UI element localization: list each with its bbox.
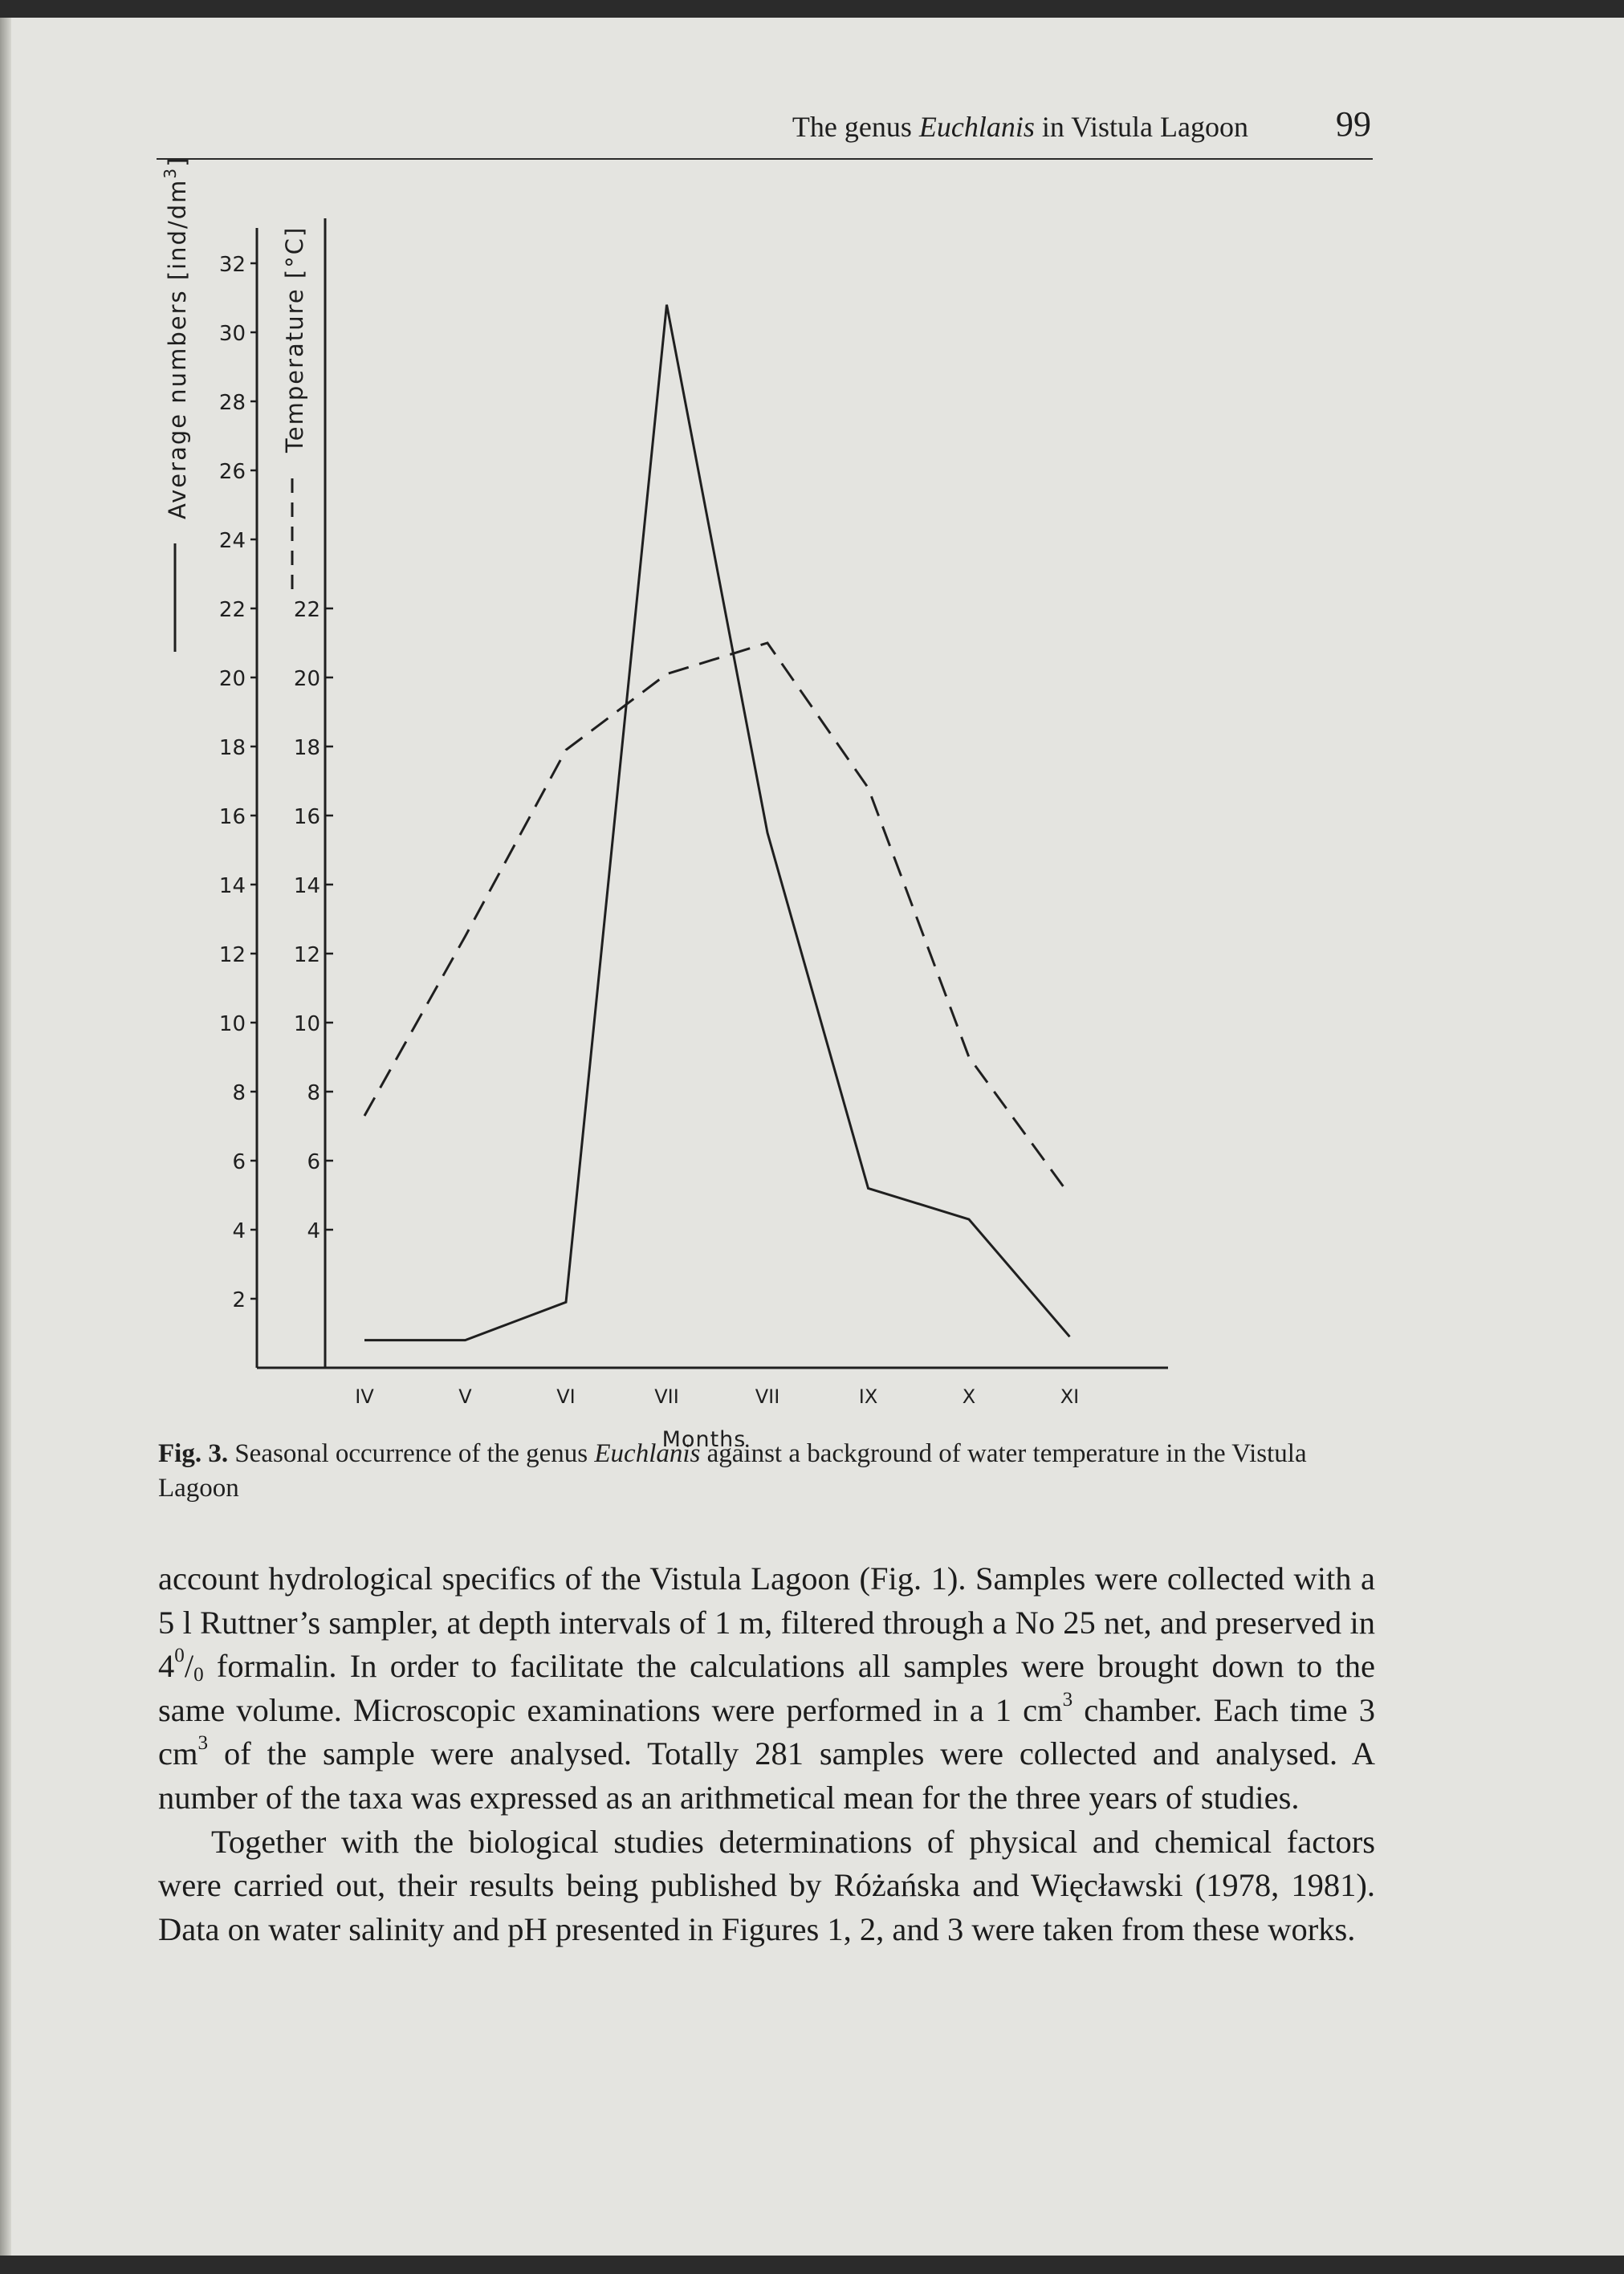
left-axis-label: Average numbers $[ind/dm^3]$ [161, 156, 191, 519]
caption-text-before: Seasonal occurrence of the genus [228, 1439, 595, 1468]
euchlanis-numbers-line [364, 305, 1070, 1340]
paragraph-1-part-d: of the sample were analysed. Totally 281 samples were collected and analysed. A number of the taxa was expressed as an arithmetical mean for the three years of studies. [158, 1735, 1375, 1816]
paragraph-1-part-b: formalin. In order to facilitate the calculations all samples were brought down to the same volume. Microscopic examinations were performed in a 1 cm [158, 1648, 1375, 1728]
running-title-prefix: The genus [792, 111, 919, 143]
left-axis-tick-label: 24 [218, 529, 246, 553]
journal-page [0, 18, 1624, 2256]
right-axis-tick-label: 20 [293, 667, 320, 691]
running-title-suffix: in Vistula Lagoon [1034, 111, 1248, 143]
left-axis-tick-label: 28 [218, 391, 246, 415]
right-axis-tick-label: 4 [307, 1219, 320, 1243]
page-number: 99 [1336, 104, 1371, 144]
left-y-axis [219, 228, 258, 1368]
percent-sign-lower: 0 [193, 1664, 204, 1686]
series-layer [364, 305, 1070, 1340]
paragraph-1 [158, 1557, 1375, 1820]
x-axis-tick-label: VII [755, 1385, 780, 1408]
right-axis-title [281, 226, 308, 589]
left-axis-title [161, 157, 191, 652]
running-title-genus: Euchlanis [918, 111, 1035, 143]
caption-label: Fig. 3. [158, 1439, 229, 1468]
left-axis-tick-label: 14 [218, 874, 246, 898]
caption-text-after: against a background of water temperature in the Vistula Lagoon [158, 1439, 1307, 1503]
body-text [158, 1557, 1375, 1951]
x-axis-label: Months [661, 1427, 747, 1446]
left-axis-tick-label: 26 [218, 460, 246, 484]
x-axis-tick-label: IV [355, 1385, 374, 1408]
paragraph-2: Together with the biological studies determinations of physical and chemical factors were carried out, their results being published by Różańska and Więcławski (1978, 1981). Data on water salinity and pH presented in Figures 1, 2, and 3 were taken from these works. [158, 1823, 1375, 1947]
x-axis-tick-label: XI [1060, 1385, 1080, 1408]
paragraph-1-part-a: account hydrological specifics of the Vistula Lagoon (Fig. 1). Samples were collected with a 5 l Ruttner’s sampler, at depth intervals of 1 m, filtered through a No 25 net, and preserved in 4 [158, 1560, 1375, 1685]
left-axis-tick-label: 10 [218, 1012, 246, 1036]
left-axis-tick-label: 6 [232, 1150, 246, 1174]
caption-genus: Euchlanis [594, 1439, 701, 1468]
figure-3-chart [0, 18, 1624, 1446]
x-axis [257, 1368, 1168, 1408]
figure-caption [158, 1437, 1378, 1506]
left-axis-tick-label: 4 [232, 1219, 246, 1243]
superscript-cubed: 3 [197, 1732, 209, 1755]
x-axis-tick-label: V [458, 1385, 472, 1408]
x-axis-tick-label: X [962, 1385, 976, 1408]
right-axis-tick-label: 12 [293, 943, 320, 967]
right-axis-tick-label: 6 [307, 1150, 320, 1174]
left-axis-tick-label: 18 [218, 736, 246, 760]
left-axis-tick-label: 8 [232, 1081, 246, 1105]
paragraph-1-part-c: chamber. Each time 3 cm [158, 1691, 1376, 1772]
right-axis-label: Temperature [°C] [281, 226, 308, 453]
right-axis-tick-label: 14 [293, 874, 320, 898]
x-axis-tick-label: VII [654, 1385, 679, 1408]
x-axis-tick-label: IX [858, 1385, 878, 1408]
percent-sign-upper: 0 [174, 1645, 185, 1667]
right-axis-tick-label: 10 [293, 1012, 320, 1036]
left-axis-tick-label: 2 [232, 1288, 246, 1312]
left-axis-tick-label: 20 [218, 667, 246, 691]
left-axis-tick-label: 12 [218, 943, 246, 967]
right-axis-tick-label: 16 [293, 805, 320, 829]
left-axis-tick-label: 30 [218, 322, 246, 346]
left-axis-tick-label: 32 [218, 253, 246, 277]
x-axis-tick-label: VI [556, 1385, 576, 1408]
right-axis-tick-label: 22 [293, 598, 320, 622]
right-axis-tick-label: 8 [307, 1081, 320, 1105]
superscript-cubed: 3 [1062, 1688, 1073, 1711]
percent-sign-slash: / [184, 1648, 194, 1685]
right-axis-tick-label: 18 [293, 736, 320, 760]
left-axis-tick-label: 16 [218, 805, 246, 829]
left-axis-tick-label: 22 [218, 598, 246, 622]
temperature-line [364, 643, 1070, 1195]
